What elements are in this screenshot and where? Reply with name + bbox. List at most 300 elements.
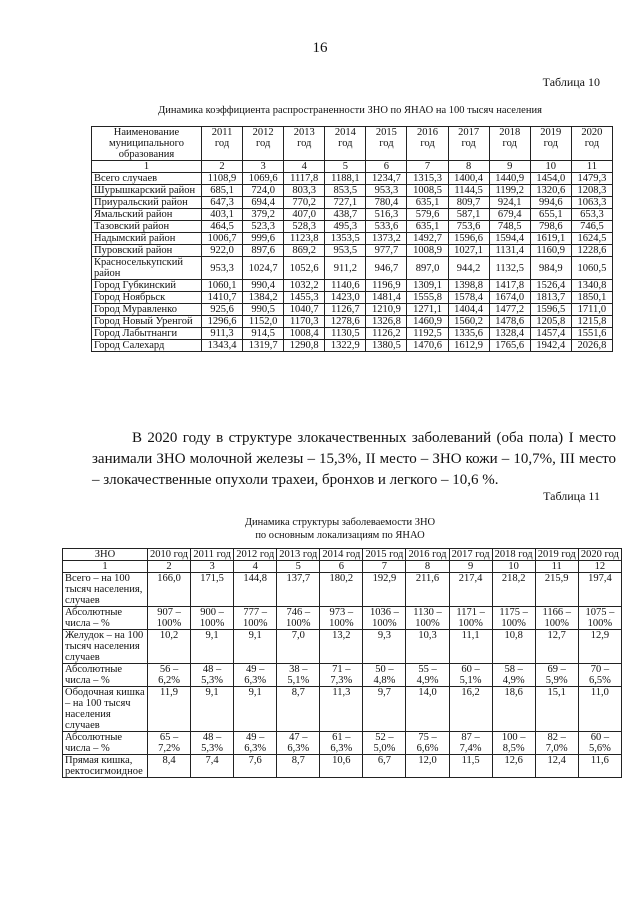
table11-cell: 52 – 5,0%: [363, 732, 406, 755]
table11-header-cell: 2013 год: [277, 549, 320, 561]
table11-cell: 7,4: [191, 755, 234, 778]
table10-cell: 1271,1: [407, 304, 448, 316]
table10-header-cell: Наименование муниципального образования: [92, 127, 202, 161]
table11-cell: 12,9: [578, 630, 621, 664]
table10-cell: 803,3: [284, 185, 325, 197]
table10-cell: 653,3: [571, 209, 612, 221]
table10-cell: 1380,5: [366, 340, 407, 352]
table11-cell: 973 – 100%: [320, 607, 363, 630]
table10-row-label: Красноселькупский район: [92, 257, 202, 280]
table10-cell: 1319,7: [243, 340, 284, 352]
table11-cell: 10,6: [320, 755, 363, 778]
table10-cell: 780,4: [366, 197, 407, 209]
table10-row-label: Тазовский район: [92, 221, 202, 233]
table10-header-cell: 2019 год: [530, 127, 571, 161]
table10-cell: 1492,7: [407, 233, 448, 245]
table11-cell: 1171 – 100%: [449, 607, 492, 630]
table10-cell: 1170,3: [284, 316, 325, 328]
table10-cell: 1188,1: [325, 173, 366, 185]
table10-cell: 1123,8: [284, 233, 325, 245]
table11-cell: 1036 – 100%: [363, 607, 406, 630]
table11-cell: 38 – 5,1%: [277, 664, 320, 687]
table11-cell: 7,6: [234, 755, 277, 778]
table10-cell: 2026,8: [571, 340, 612, 352]
table11-row-label: Ободочная кишка – на 100 тысяч населения случаев: [63, 687, 148, 732]
table10-cell: 1024,7: [243, 257, 284, 280]
table11-cell: 14,0: [406, 687, 449, 732]
table11-cell: 746 – 100%: [277, 607, 320, 630]
table10-header-cell: 2011 год: [202, 127, 243, 161]
table11-header-cell: 2014 год: [320, 549, 363, 561]
table10-row: [92, 245, 613, 257]
table10-cell: 1126,7: [325, 304, 366, 316]
table10-cell: 1423,0: [325, 292, 366, 304]
table11-index-cell: 6: [320, 561, 363, 573]
table10-cell: 911,2: [325, 257, 366, 280]
table10-cell: 1454,0: [530, 173, 571, 185]
table11-header-cell: ЗНО: [63, 549, 148, 561]
table11-index-cell: 3: [191, 561, 234, 573]
table10-body: [92, 173, 613, 352]
table10-index-row: [92, 161, 613, 173]
table10-cell: 1063,3: [571, 197, 612, 209]
table10-header-cell: 2013 год: [284, 127, 325, 161]
table10-index-cell: 2: [202, 161, 243, 173]
table10-index-cell: 3: [243, 161, 284, 173]
table10-cell: 464,5: [202, 221, 243, 233]
table11-cell: 1130 – 100%: [406, 607, 449, 630]
table10-cell: 953,3: [366, 185, 407, 197]
table10-index-cell: 5: [325, 161, 366, 173]
table10-cell: 1315,3: [407, 173, 448, 185]
table10-cell: 1326,8: [366, 316, 407, 328]
table10-cell: 1040,7: [284, 304, 325, 316]
table11-row-label: Прямая кишка, ректосигмоидное: [63, 755, 148, 778]
table10-row: [92, 328, 613, 340]
table10-cell: 770,2: [284, 197, 325, 209]
table10-cell: 579,6: [407, 209, 448, 221]
table10-cell: 1205,8: [530, 316, 571, 328]
table10-row-label: Ямальский район: [92, 209, 202, 221]
table11-cell: 8,7: [277, 687, 320, 732]
table11-header-cell: 2015 год: [363, 549, 406, 561]
table11-cell: 11,5: [449, 755, 492, 778]
table11-cell: 12,6: [492, 755, 535, 778]
table10-cell: 1455,3: [284, 292, 325, 304]
table11-cell: 218,2: [492, 573, 535, 607]
table10-cell: 1353,5: [325, 233, 366, 245]
table11-cell: 171,5: [191, 573, 234, 607]
table10-caption: Динамика коэффициента распространенности ЗНО по ЯНАО на 100 тысяч населения: [158, 105, 542, 116]
table10-cell: 587,1: [448, 209, 489, 221]
table10-row-label: Город Салехард: [92, 340, 202, 352]
table11-cell: 56 – 6,2%: [148, 664, 191, 687]
table10-cell: 1612,9: [448, 340, 489, 352]
table10: [91, 126, 613, 352]
table10-cell: 990,4: [243, 280, 284, 292]
table10-cell: 1027,1: [448, 245, 489, 257]
table10-cell: 946,7: [366, 257, 407, 280]
table11-cell: 69 – 5,9%: [535, 664, 578, 687]
table10-header-row: [92, 127, 613, 161]
table11-header-cell: 2012 год: [234, 549, 277, 561]
table10-header-cell: 2015 год: [366, 127, 407, 161]
table10-index-cell: 6: [366, 161, 407, 173]
table10-cell: 1594,4: [489, 233, 530, 245]
table11-cell: 6,7: [363, 755, 406, 778]
table10-cell: 1481,4: [366, 292, 407, 304]
table11-cell: 907 – 100%: [148, 607, 191, 630]
table10-cell: 1398,8: [448, 280, 489, 292]
table10-cell: 1008,9: [407, 245, 448, 257]
table11-cell: 215,9: [535, 573, 578, 607]
table11-cell: 100 – 8,5%: [492, 732, 535, 755]
table11-cell: 11,6: [578, 755, 621, 778]
table10-cell: 953,5: [325, 245, 366, 257]
table11-cell: 9,7: [363, 687, 406, 732]
table10-cell: 528,3: [284, 221, 325, 233]
table11-cell: 8,4: [148, 755, 191, 778]
table10-cell: 1711,0: [571, 304, 612, 316]
table11-index-cell: 8: [406, 561, 449, 573]
table10-cell: 1417,8: [489, 280, 530, 292]
table11-cell: 197,4: [578, 573, 621, 607]
table11-cell: 58 – 4,9%: [492, 664, 535, 687]
table10-cell: 746,5: [571, 221, 612, 233]
table10-row: [92, 185, 613, 197]
table10-cell: 1152,0: [243, 316, 284, 328]
table10-cell: 1410,7: [202, 292, 243, 304]
table10-row-label: Город Губкинский: [92, 280, 202, 292]
table11-row: [63, 607, 622, 630]
table11-cell: 12,7: [535, 630, 578, 664]
table10-cell: 1619,1: [530, 233, 571, 245]
table10-row: [92, 280, 613, 292]
table11-body: [63, 573, 622, 778]
table10-cell: 1008,4: [284, 328, 325, 340]
table10-cell: 1460,9: [407, 316, 448, 328]
table10-cell: 1765,6: [489, 340, 530, 352]
table11-label: Таблица 11: [543, 489, 600, 503]
table10-cell: 1144,5: [448, 185, 489, 197]
table10-index-cell: 1: [92, 161, 202, 173]
table10-cell: 1032,2: [284, 280, 325, 292]
table11-index-cell: 5: [277, 561, 320, 573]
table11-cell: 55 – 4,9%: [406, 664, 449, 687]
table11-cell: 48 – 5,3%: [191, 664, 234, 687]
table10-cell: 1130,5: [325, 328, 366, 340]
table10-row-label: Город Ноябрьск: [92, 292, 202, 304]
table10-cell: 925,6: [202, 304, 243, 316]
table10-row-label: Приуральский район: [92, 197, 202, 209]
table10-header-cell: 2020 год: [571, 127, 612, 161]
table10-cell: 1813,7: [530, 292, 571, 304]
table11-row-label: Абсолютные числа – %: [63, 664, 148, 687]
table10-row: [92, 316, 613, 328]
table10-cell: 994,6: [530, 197, 571, 209]
table10-cell: 1335,6: [448, 328, 489, 340]
table10-cell: 1228,6: [571, 245, 612, 257]
table10-cell: 1322,9: [325, 340, 366, 352]
table10-cell: 1400,4: [448, 173, 489, 185]
page-number: 16: [312, 40, 328, 56]
table10-cell: 953,3: [202, 257, 243, 280]
table11-caption: [60, 516, 620, 542]
table10-cell: 1234,7: [366, 173, 407, 185]
table10-cell: 869,2: [284, 245, 325, 257]
table11-cell: 49 – 6,3%: [234, 664, 277, 687]
table10-cell: 523,3: [243, 221, 284, 233]
table10-cell: 853,5: [325, 185, 366, 197]
table11-row: [63, 755, 622, 778]
table10-index-cell: 9: [489, 161, 530, 173]
table10-cell: 1942,4: [530, 340, 571, 352]
table11-header-cell: 2010 год: [148, 549, 191, 561]
table11-cell: 50 – 4,8%: [363, 664, 406, 687]
table10-cell: 533,6: [366, 221, 407, 233]
table10-cell: 1215,8: [571, 316, 612, 328]
table11-index-cell: 9: [449, 561, 492, 573]
table11-cell: 49 – 6,3%: [234, 732, 277, 755]
table10-index-cell: 7: [407, 161, 448, 173]
table10-row: [92, 221, 613, 233]
table11-cell: 10,8: [492, 630, 535, 664]
table10-cell: 1117,8: [284, 173, 325, 185]
table10-row: [92, 197, 613, 209]
table10-cell: 1131,4: [489, 245, 530, 257]
table11-row: [63, 664, 622, 687]
table11-cell: 137,7: [277, 573, 320, 607]
table10-row-label: Город Муравленко: [92, 304, 202, 316]
table10-cell: 1477,2: [489, 304, 530, 316]
table10-label: Таблица 10: [542, 75, 600, 89]
table11-cell: 71 – 7,3%: [320, 664, 363, 687]
table10-cell: 809,7: [448, 197, 489, 209]
table10-cell: 407,0: [284, 209, 325, 221]
table11-caption-line1: Динамика структуры заболеваемости ЗНО: [244, 517, 436, 528]
table10-cell: 1196,9: [366, 280, 407, 292]
table10-cell: 685,1: [202, 185, 243, 197]
table10-cell: 1060,1: [202, 280, 243, 292]
table10-cell: 647,3: [202, 197, 243, 209]
table11-header-cell: 2016 год: [406, 549, 449, 561]
table11-cell: 9,1: [191, 630, 234, 664]
table10-cell: 1596,5: [530, 304, 571, 316]
table10-cell: 1069,6: [243, 173, 284, 185]
table11-cell: 11,9: [148, 687, 191, 732]
table10-cell: 1208,3: [571, 185, 612, 197]
table10-cell: 1555,8: [407, 292, 448, 304]
table11-cell: 217,4: [449, 573, 492, 607]
table10-cell: 635,1: [407, 197, 448, 209]
table10-cell: 753,6: [448, 221, 489, 233]
table10-cell: 1052,6: [284, 257, 325, 280]
table10-cell: 1373,2: [366, 233, 407, 245]
table11-cell: 60 – 5,1%: [449, 664, 492, 687]
table10-cell: 1384,2: [243, 292, 284, 304]
table11-cell: 7,0: [277, 630, 320, 664]
table11-cell: 60 – 5,6%: [578, 732, 621, 755]
table10-cell: 495,3: [325, 221, 366, 233]
table10-cell: 1551,6: [571, 328, 612, 340]
table10-cell: 1850,1: [571, 292, 612, 304]
table10-row: [92, 233, 613, 245]
table10-cell: 1328,4: [489, 328, 530, 340]
table10-cell: 798,6: [530, 221, 571, 233]
table10-cell: 1343,4: [202, 340, 243, 352]
table11-cell: 900 – 100%: [191, 607, 234, 630]
table11-cell: 70 – 6,5%: [578, 664, 621, 687]
table10-cell: 694,4: [243, 197, 284, 209]
table10-cell: 1479,3: [571, 173, 612, 185]
table11-cell: 47 – 6,3%: [277, 732, 320, 755]
table10-cell: 1108,9: [202, 173, 243, 185]
table10-cell: 635,1: [407, 221, 448, 233]
table11-cell: 18,6: [492, 687, 535, 732]
table10-row: [92, 292, 613, 304]
table11-cell: 1166 – 100%: [535, 607, 578, 630]
table11: [62, 548, 622, 778]
table11-row: [63, 687, 622, 732]
table11-cell: 82 – 7,0%: [535, 732, 578, 755]
table11-header-row: [63, 549, 622, 561]
table11-cell: 180,2: [320, 573, 363, 607]
table10-header-cell: 2016 год: [407, 127, 448, 161]
table10-cell: 1290,8: [284, 340, 325, 352]
table10-cell: 1060,5: [571, 257, 612, 280]
table10-header-cell: 2012 год: [243, 127, 284, 161]
table11-cell: 211,6: [406, 573, 449, 607]
table10-index-cell: 10: [530, 161, 571, 173]
table11-row-label: Всего – на 100 тысяч населения, случаев: [63, 573, 148, 607]
table10-cell: 914,5: [243, 328, 284, 340]
table10-row: [92, 304, 613, 316]
table11-row-label: Желудок – на 100 тысяч населения случаев: [63, 630, 148, 664]
table10-cell: 1296,6: [202, 316, 243, 328]
table10-index-cell: 11: [571, 161, 612, 173]
table11-cell: 9,1: [191, 687, 234, 732]
table11-cell: 11,1: [449, 630, 492, 664]
table10-cell: 1624,5: [571, 233, 612, 245]
table10-cell: 897,0: [407, 257, 448, 280]
table10-cell: 403,1: [202, 209, 243, 221]
table11-cell: 9,3: [363, 630, 406, 664]
table11-row-label: Абсолютные числа – %: [63, 607, 148, 630]
table10-cell: 999,6: [243, 233, 284, 245]
table10-cell: 1340,8: [571, 280, 612, 292]
table10-cell: 922,0: [202, 245, 243, 257]
table10-cell: 1320,6: [530, 185, 571, 197]
table11-cell: 61 – 6,3%: [320, 732, 363, 755]
table10-header-cell: 2014 год: [325, 127, 366, 161]
table11-index-cell: 2: [148, 561, 191, 573]
table11-cell: 10,2: [148, 630, 191, 664]
table11-index-cell: 11: [535, 561, 578, 573]
table10-cell: 1457,4: [530, 328, 571, 340]
table11-cell: 10,3: [406, 630, 449, 664]
table10-cell: 1210,9: [366, 304, 407, 316]
table10-cell: 977,7: [366, 245, 407, 257]
table10-row-label: Надымский район: [92, 233, 202, 245]
table11-cell: 87 – 7,4%: [449, 732, 492, 755]
table11-cell: 48 – 5,3%: [191, 732, 234, 755]
table10-row-label: Город Новый Уренгой: [92, 316, 202, 328]
table11-cell: 11,0: [578, 687, 621, 732]
table11-header-cell: 2017 год: [449, 549, 492, 561]
table11-caption-line2: по основным локализациям по ЯНАО: [255, 530, 425, 541]
table10-cell: 1192,5: [407, 328, 448, 340]
table10-cell: 655,1: [530, 209, 571, 221]
table10-cell: 1309,1: [407, 280, 448, 292]
table11-index-row: [63, 561, 622, 573]
table11-row: [63, 732, 622, 755]
table10-row: [92, 340, 613, 352]
table10-index-cell: 8: [448, 161, 489, 173]
table10-cell: 516,3: [366, 209, 407, 221]
table11-index-cell: 10: [492, 561, 535, 573]
table10-cell: 1674,0: [489, 292, 530, 304]
table11-cell: 144,8: [234, 573, 277, 607]
table10-cell: 1160,9: [530, 245, 571, 257]
table11-cell: 12,0: [406, 755, 449, 778]
table11-header-cell: 2018 год: [492, 549, 535, 561]
table11-header-cell: 2020 год: [578, 549, 621, 561]
table11-header-cell: 2011 год: [191, 549, 234, 561]
table11-cell: 11,3: [320, 687, 363, 732]
table11-cell: 777 – 100%: [234, 607, 277, 630]
table10-cell: 1126,2: [366, 328, 407, 340]
table10-row-label: Всего случаев: [92, 173, 202, 185]
table10-cell: 984,9: [530, 257, 571, 280]
table11-cell: 1075 – 100%: [578, 607, 621, 630]
table10-row-label: Шурышкарский район: [92, 185, 202, 197]
table11-index-cell: 7: [363, 561, 406, 573]
table10-cell: 1526,4: [530, 280, 571, 292]
table10-header-cell: 2017 год: [448, 127, 489, 161]
table11-cell: 13,2: [320, 630, 363, 664]
table10-cell: 1404,4: [448, 304, 489, 316]
table11-cell: 65 – 7,2%: [148, 732, 191, 755]
table11-row: [63, 573, 622, 607]
table10-cell: 1440,9: [489, 173, 530, 185]
table11-cell: 16,2: [449, 687, 492, 732]
table11-row-label: Абсолютные числа – %: [63, 732, 148, 755]
table10-row: [92, 173, 613, 185]
table10-cell: 1278,6: [325, 316, 366, 328]
table11-cell: 15,1: [535, 687, 578, 732]
table10-index-cell: 4: [284, 161, 325, 173]
table10-cell: 990,5: [243, 304, 284, 316]
table10-cell: 924,1: [489, 197, 530, 209]
body-paragraph: [92, 428, 616, 491]
table10-cell: 727,1: [325, 197, 366, 209]
table11-header-cell: 2019 год: [535, 549, 578, 561]
table10-cell: 1008,5: [407, 185, 448, 197]
table10-cell: 748,5: [489, 221, 530, 233]
table11-row: [63, 630, 622, 664]
table10-row-label: Город Лабытнанги: [92, 328, 202, 340]
table10-cell: 724,0: [243, 185, 284, 197]
table10-cell: 911,3: [202, 328, 243, 340]
table10-cell: 679,4: [489, 209, 530, 221]
table10-cell: 1596,6: [448, 233, 489, 245]
body-paragraph-text: В 2020 году в структуре злокачественных заболеваний (оба пола) I место занимали ЗНО молочной железы – 15,3%, II место – ЗНО кожи – 10,7%, III место – злокачественные опухоли трахеи, бронхов и легкого – 10,6 %.: [92, 430, 616, 488]
table11-index-cell: 4: [234, 561, 277, 573]
table10-cell: 897,6: [243, 245, 284, 257]
table10-cell: 1560,2: [448, 316, 489, 328]
table10-cell: 1006,7: [202, 233, 243, 245]
table10-cell: 1578,4: [448, 292, 489, 304]
